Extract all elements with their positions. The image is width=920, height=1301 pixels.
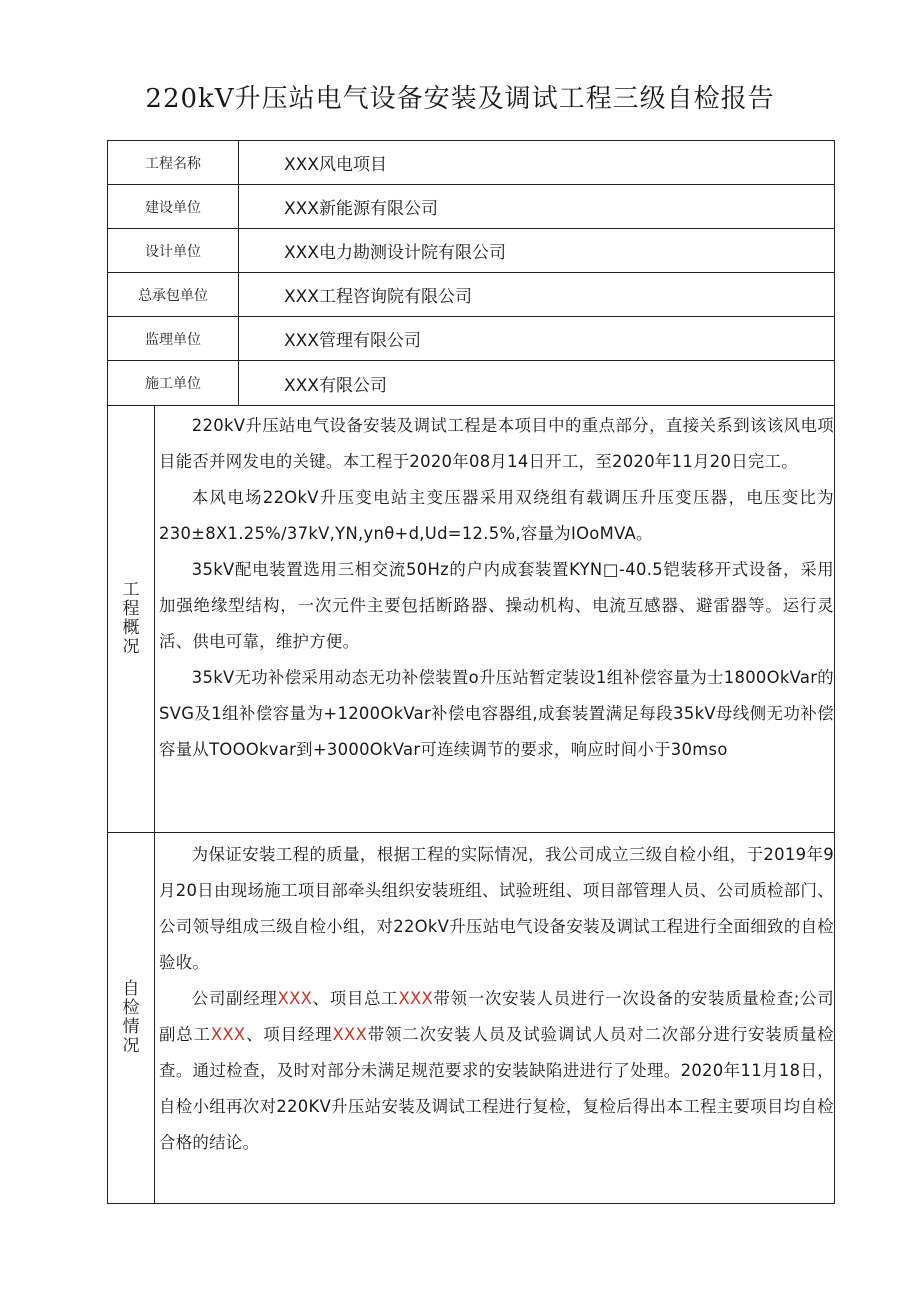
- info-label: 工程名称: [108, 141, 239, 184]
- info-row-contractor: [108, 273, 834, 317]
- page-title: 220kV升压站电气设备安装及调试工程三级自检报告: [145, 84, 775, 114]
- text-run: 带领二次安装人员及试验调试人员对二次部分进行安装质量检查。通过检查，及时对部分未满足规范要求的安装缺陷进进行了处理。2020年11月18日，自检小组再次对220KV升压站安装及调试工程进行复检，复检后得出本工程主要项目均自检合格的结论。: [159, 1025, 834, 1152]
- info-value: XXX风电项目: [284, 155, 387, 175]
- info-row-supervisor: [108, 317, 834, 361]
- info-label: 建设单位: [108, 185, 239, 228]
- overview-paragraph: 35kV无功补偿采用动态无功补偿装置o升压站暂定装设1组补偿容量为士1800OkVar的SVG及1组补偿容量为+1200OkVar补偿电容器组,成套装置满足每段35kV母线侧无功补偿容量从TOOOkvar到+3000OkVar可连续调节的要求，响应时间小于30mso: [159, 668, 834, 759]
- overview-section: [108, 406, 834, 833]
- redacted-name: XXX: [398, 989, 434, 1008]
- text-run: 公司副经理: [191, 989, 278, 1008]
- overview-paragraph: 35kV配电装置选用三相交流50Hz的户内成套装置KYN□-40.5铠装移开式设备，采用加强绝缘型结构，一次元件主要包括断路器、操动机构、电流互感器、避雷器等。运行灵活、供电可靠，维护方便。: [159, 560, 834, 651]
- overview-label: 工程概况: [122, 580, 140, 657]
- text-run: 、项目总工: [312, 989, 399, 1008]
- info-value: XXX管理有限公司: [284, 331, 421, 351]
- info-value: XXX新能源有限公司: [284, 199, 438, 219]
- info-value: XXX有限公司: [284, 375, 387, 396]
- info-row-designer: [108, 229, 834, 273]
- selfcheck-section: [108, 833, 834, 1203]
- selfcheck-label-cell: [108, 833, 155, 1203]
- selfcheck-paragraph: [159, 981, 834, 1161]
- report-table: [107, 140, 835, 1204]
- info-label: 施工单位: [108, 361, 239, 405]
- redacted-name: XXX: [210, 1025, 246, 1044]
- overview-paragraph: 220kV升压站电气设备安装及调试工程是本项目中的重点部分，直接关系到该该风电项目能否并网发电的关键。本工程于2020年08月14日开工，至2020年11月20日完工。: [159, 416, 834, 471]
- text-run: 、项目经理: [245, 1025, 333, 1044]
- overview-body: [156, 406, 834, 832]
- info-row-project: [108, 141, 834, 185]
- info-value: XXX工程咨询院有限公司: [284, 287, 472, 307]
- info-row-owner: [108, 185, 834, 229]
- info-label: 监理单位: [108, 317, 239, 360]
- overview-paragraph: 本风电场22OkV升压变电站主变压器采用双绕组有载调压升压变压器，电压变比为230±8X1.25%∕37kV,YN,ynθ+d,Ud=12.5%,容量为IOoMVA。: [159, 488, 834, 543]
- info-label: 总承包单位: [108, 273, 239, 316]
- text-run: 带领一次安装人员进行一次设备的安装质量检查;公司副总工: [159, 989, 834, 1044]
- selfcheck-body: [156, 833, 834, 1203]
- info-value: XXX电力勘测设计院有限公司: [284, 243, 506, 263]
- selfcheck-label: 自检情况: [122, 979, 140, 1056]
- redacted-name: XXX: [332, 1025, 368, 1044]
- selfcheck-paragraph: 为保证安装工程的质量，根据工程的实际情况，我公司成立三级自检小组，于2019年9月20日由现场施工项目部牵头组织安装班组、试验班组、项目部管理人员、公司质检部门、公司领导组成三级自检小组，对22OkV升压站电气设备安装及调试工程进行全面细致的自检验收。: [159, 845, 834, 972]
- info-row-builder: [108, 361, 834, 406]
- overview-label-cell: [108, 406, 155, 832]
- redacted-name: XXX: [277, 989, 313, 1008]
- info-label: 设计单位: [108, 229, 239, 272]
